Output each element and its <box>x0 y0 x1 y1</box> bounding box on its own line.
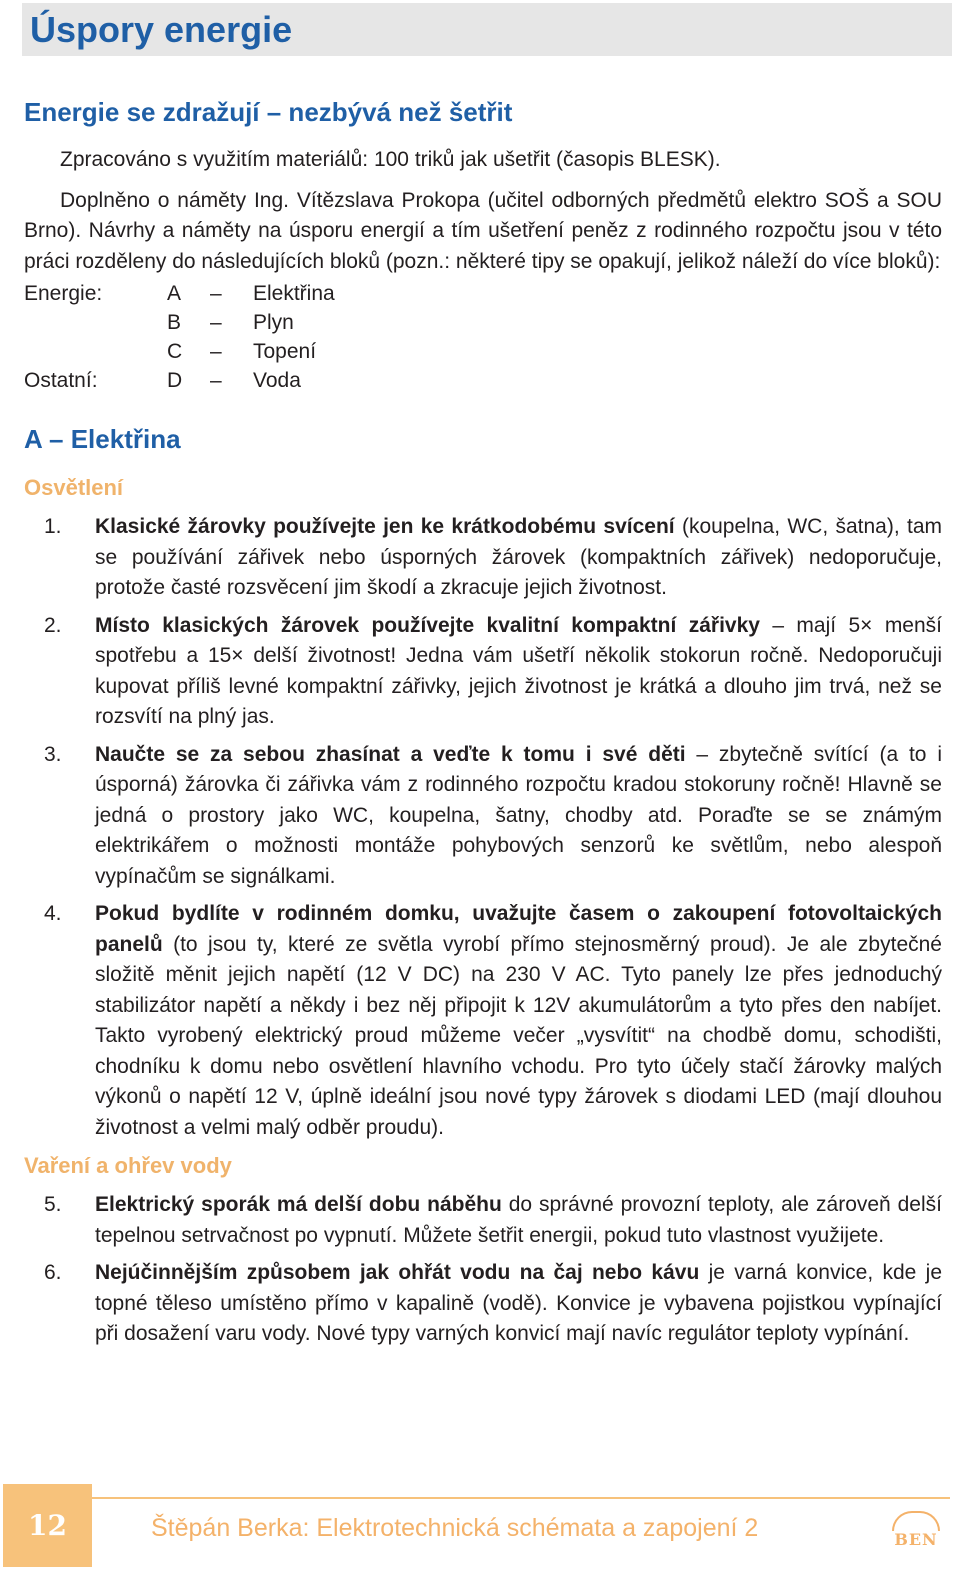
tip-text: – zbytečně svítící (a to i úsporná) žárovka či zářivka vám z rodinného rozpočtu kradou stokoruny ročně! Hlavně se jedná o prostory jako WC, koupelna, šatny, chodby atd. Poraďte se se známým elektrikářem o možnosti montáže pohybových senzorů ke světlům, nebo alespoň vypínačům se signálkami. <box>95 742 942 888</box>
tip-text: (to jsou ty, které ze světla vyrobí přímo stejnosměrný proud). Je ale zbytečné složitě měnit jejich napětí (12 V DC) na 230 V AC. Tyto panely lze přes jednoduchý stabilizátor napětí a někdy i bez něj připojit k 12V akumulátorům a tyto přes den nabíjet. Takto vyrobený elektrický proud můžeme večer „vysvítit“ na chodbě domu, schodišti, chodníku k domu nebo osvětlení hlavního vchodu. Pro tyto účely stačí žárovky malých výkonů o napětí 12 V, úplně ideální jsou nové typy žárovek s diodami LED (mají dlouhou životnost a velmi malý odběr proudu). <box>95 932 942 1139</box>
tip-number: 5. <box>44 1193 62 1216</box>
tip-number: 4. <box>44 902 62 925</box>
category-label <box>24 308 167 337</box>
list-item <box>24 899 942 1143</box>
section-a-heading: A – Elektřina <box>24 424 181 454</box>
tip-body <box>95 1190 942 1251</box>
footer-divider <box>92 1497 950 1499</box>
tip-bold: Místo klasických žárovek používejte kvalitní kompaktní zářivky <box>95 613 760 637</box>
tip-body <box>95 1258 942 1350</box>
tip-body <box>95 740 942 893</box>
category-label <box>24 337 167 366</box>
tip-body <box>95 512 942 604</box>
intro-source: Zpracováno s využitím materiálů: 100 triků jak ušetřit (časopis BLESK). <box>60 148 721 171</box>
category-label: Energie: <box>24 282 103 305</box>
category-code: C <box>167 340 183 363</box>
category-row <box>24 366 942 395</box>
category-dash: – <box>210 340 222 363</box>
category-list <box>24 279 942 395</box>
tip-text: je varná konvice, kde je topné těleso umístěno přímo v kapalině (vodě). Konvice je vybavena pojistkou vypínající při dosažení varu vody. Nové typy varných konvicí mají navíc regulátor teploty vypínání. <box>95 1261 942 1345</box>
tip-text: – mají 5× menší spotřebu a 15× delší životnost! Jedna vám ušetří několik stokorun ročně. Nedoporučuji kupovat příliš levné kompaktní zářivky, jejich životnost je krátká a dlouho jim trvá, než se rozsvítí na plný jas. <box>95 613 943 728</box>
footer-book-title: Štěpán Berka: Elektrotechnická schémata a zapojení 2 <box>151 1514 759 1542</box>
subheading-lighting: Osvětlení <box>24 475 124 500</box>
category-dash: – <box>210 282 222 305</box>
category-code: D <box>167 369 183 392</box>
main-content <box>24 92 942 1350</box>
list-item <box>24 740 942 893</box>
publisher-logo-text: BEN <box>894 1530 938 1549</box>
tip-text: do správné provozní teploty, ale zároveň delší tepelnou setrvačnost po vypnutí. Můžete šetřit energii, pokud tuto vlastnost využijete. <box>95 1193 942 1247</box>
subheading-cooking: Vaření a ohřev vody <box>24 1153 232 1178</box>
category-code: B <box>167 311 182 334</box>
publisher-logo-icon <box>888 1509 944 1549</box>
category-dash: – <box>210 369 222 392</box>
list-item <box>24 1258 942 1350</box>
tip-bold: Elektrický sporák má delší dobu náběhu <box>95 1193 502 1216</box>
page-number: 12 <box>28 1509 67 1542</box>
tip-number: 6. <box>44 1261 62 1284</box>
category-row <box>24 337 942 366</box>
page-number-box <box>3 1484 92 1567</box>
title-bar <box>22 3 952 56</box>
tip-bold: Nejúčinnějším způsobem jak ohřát vodu na čaj nebo kávu <box>95 1261 700 1284</box>
list-item <box>24 1190 942 1251</box>
category-dash: – <box>210 311 222 334</box>
category-name: Voda <box>253 369 301 392</box>
tip-number: 3. <box>44 742 62 766</box>
tip-text: (koupelna, WC, šatna), tam se používání zářivek nebo úsporných žárovek (kompaktních zářivek) nedoporučuje, protože časté rozsvěcení jim škodí a zkracuje jejich životnost. <box>95 515 942 599</box>
tip-bold: Pokud bydlíte v rodinném domku, uvažujte časem o zakoupení fotovoltaických panelů <box>95 902 942 956</box>
category-row <box>24 279 942 308</box>
tip-bold: Naučte se za sebou zhasínat a veďte k tomu i své děti <box>95 742 686 766</box>
logo-arc <box>892 1511 940 1531</box>
category-label: Ostatní: <box>24 369 98 392</box>
tip-body <box>95 611 942 733</box>
list-item <box>24 512 942 604</box>
tip-number: 1. <box>44 515 62 538</box>
category-name: Topení <box>253 340 317 363</box>
tip-number: 2. <box>44 613 62 637</box>
category-row <box>24 308 942 337</box>
tip-bold: Klasické žárovky používejte jen ke krátkodobému svícení <box>95 515 675 538</box>
page-title: Úspory energie <box>30 9 293 50</box>
section-heading: Energie se zdražují – nezbývá než šetřit <box>24 97 513 127</box>
tips-list-lighting <box>24 512 942 1143</box>
category-code: A <box>167 282 182 305</box>
category-name: Elektřina <box>253 282 335 305</box>
category-name: Plyn <box>253 311 294 334</box>
list-item <box>24 611 942 733</box>
tips-list-cooking <box>24 1190 942 1350</box>
tip-body <box>95 899 942 1143</box>
intro-text: Doplněno o náměty Ing. Vítězslava Prokopa (učitel odborných předmětů elektro SOŠ a SOU Brno). Návrhy a náměty na úsporu energií a tím ušetření peněz z rodinného rozpočtu jsou v této práci rozděleny do následujících bloků (pozn.: některé tipy se opakují, jelikož náleží do více bloků): <box>24 188 942 273</box>
